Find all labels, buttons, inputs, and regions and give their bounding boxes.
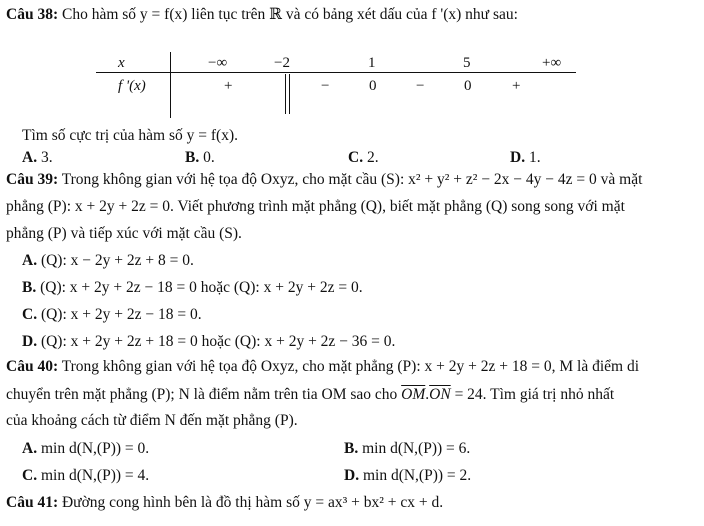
answer-text: (Q): x − 2y + 2z + 8 = 0. — [40, 252, 194, 269]
answer-text: 1. — [528, 149, 541, 166]
answer-text: (Q): x + 2y + 2z − 18 = 0. — [40, 306, 202, 323]
answer-label: C. — [348, 149, 364, 166]
q39-line-3: phẳng (P) và tiếp xúc với mặt cầu (S). — [6, 225, 242, 242]
answer-text: min d(N,(P)) = 4. — [40, 467, 150, 484]
q40-answer-b — [344, 440, 470, 459]
x-value-1: 1 — [368, 55, 376, 71]
sign-plus-1: + — [224, 78, 233, 94]
x-value-5: 5 — [463, 55, 471, 71]
q38-answer-b — [185, 149, 215, 168]
table-undefined-bar-2 — [289, 74, 290, 114]
sign-zero-2: 0 — [464, 78, 472, 94]
answer-label: A. — [22, 440, 38, 457]
vector-on: $\overline{ON}$ — [429, 386, 451, 403]
q39-answer-d — [22, 333, 395, 352]
q39-answer-b — [22, 279, 363, 298]
q38-answer-d — [510, 149, 541, 168]
q39-line-2: phẳng (P): x + 2y + 2z = 0. Viết phương trình mặt phẳng (Q), biết mặt phẳng (Q) song song với mặt — [6, 198, 625, 215]
q39-answer-c — [22, 306, 202, 325]
answer-text: 2. — [366, 149, 379, 166]
answer-text: (Q): x + 2y + 2z − 18 = 0 hoặc (Q): x + 2y + 2z = 0. — [40, 279, 363, 296]
answer-label: B. — [22, 279, 37, 296]
q40-text-2b: = 24. Tìm giá trị nhỏ nhất — [454, 386, 615, 403]
answer-text: (Q): x + 2y + 2z + 18 = 0 hoặc (Q): x + 2y + 2z − 36 = 0. — [40, 333, 396, 350]
q39-text-1: Trong không gian với hệ tọa độ Oxyz, cho mặt cầu (S): x² + y² + z² − 2x − 4y − 4z = 0 và mặt — [61, 171, 643, 188]
answer-label: A. — [22, 252, 38, 269]
answer-label: C. — [22, 467, 38, 484]
q38-question: Tìm số cực trị của hàm số y = f(x). — [22, 127, 239, 144]
x-value-neg-inf: −∞ — [208, 55, 228, 71]
sign-zero-1: 0 — [369, 78, 377, 94]
sign-minus-2: − — [416, 78, 425, 94]
q40-line-1 — [6, 358, 639, 377]
sign-plus-2: + — [512, 78, 521, 94]
q41-label: Câu 41: — [6, 494, 59, 511]
answer-text: 3. — [40, 149, 53, 166]
q38-label: Câu 38: — [6, 6, 59, 23]
q38-answer-c — [348, 149, 379, 168]
q40-answer-a — [22, 440, 149, 459]
x-value-pos-inf: +∞ — [542, 55, 562, 71]
answer-label: C. — [22, 306, 38, 323]
q41-line-1 — [6, 494, 443, 513]
answer-label: D. — [510, 149, 526, 166]
q41-text: Đường cong hình bên là đồ thị hàm số y = ax³ + bx² + cx + d. — [61, 494, 444, 511]
q40-line-3: của khoảng cách từ điểm N đến mặt phẳng (P). — [6, 412, 298, 429]
q39-line-1 — [6, 171, 642, 190]
q38-text: Cho hàm số y = f(x) liên tục trên ℝ và có bảng xét dấu của f '(x) như sau: — [61, 6, 518, 23]
q40-answer-d — [344, 467, 471, 486]
answer-label: D. — [22, 333, 38, 350]
answer-text: min d(N,(P)) = 2. — [362, 467, 472, 484]
x-value-neg-2: −2 — [274, 55, 290, 71]
table-top-rule — [96, 72, 576, 73]
q39-answer-a — [22, 252, 194, 271]
sign-minus-1: − — [321, 78, 330, 94]
q39-label: Câu 39: — [6, 171, 59, 188]
q40-answer-c — [22, 467, 149, 486]
table-undefined-bar-1 — [285, 74, 286, 114]
answer-text: 0. — [203, 149, 215, 166]
answer-label: B. — [344, 440, 359, 457]
answer-label: A. — [22, 149, 38, 166]
row-label-fprime: f '(x) — [118, 78, 146, 94]
vector-om: $\overline{OM}$ — [401, 386, 426, 403]
table-vertical-rule — [170, 52, 171, 118]
vector-dot: . — [425, 386, 430, 403]
answer-text: min d(N,(P)) = 6. — [362, 440, 471, 457]
answer-label: B. — [185, 149, 200, 166]
q38-answer-a — [22, 149, 53, 168]
answer-label: D. — [344, 467, 360, 484]
q40-text-2a: chuyển trên mặt phẳng (P); N là điểm nằm trên tia OM sao cho — [6, 386, 398, 403]
q40-text-1: Trong không gian với hệ tọa độ Oxyz, cho mặt phẳng (P): x + 2y + 2z + 18 = 0, M là điểm di — [61, 358, 639, 375]
q38-heading — [6, 6, 518, 25]
row-label-x: x — [118, 55, 125, 71]
q40-line-2 — [6, 386, 614, 405]
answer-text: min d(N,(P)) = 0. — [40, 440, 150, 457]
sign-table — [96, 52, 576, 118]
q40-label: Câu 40: — [6, 358, 59, 375]
